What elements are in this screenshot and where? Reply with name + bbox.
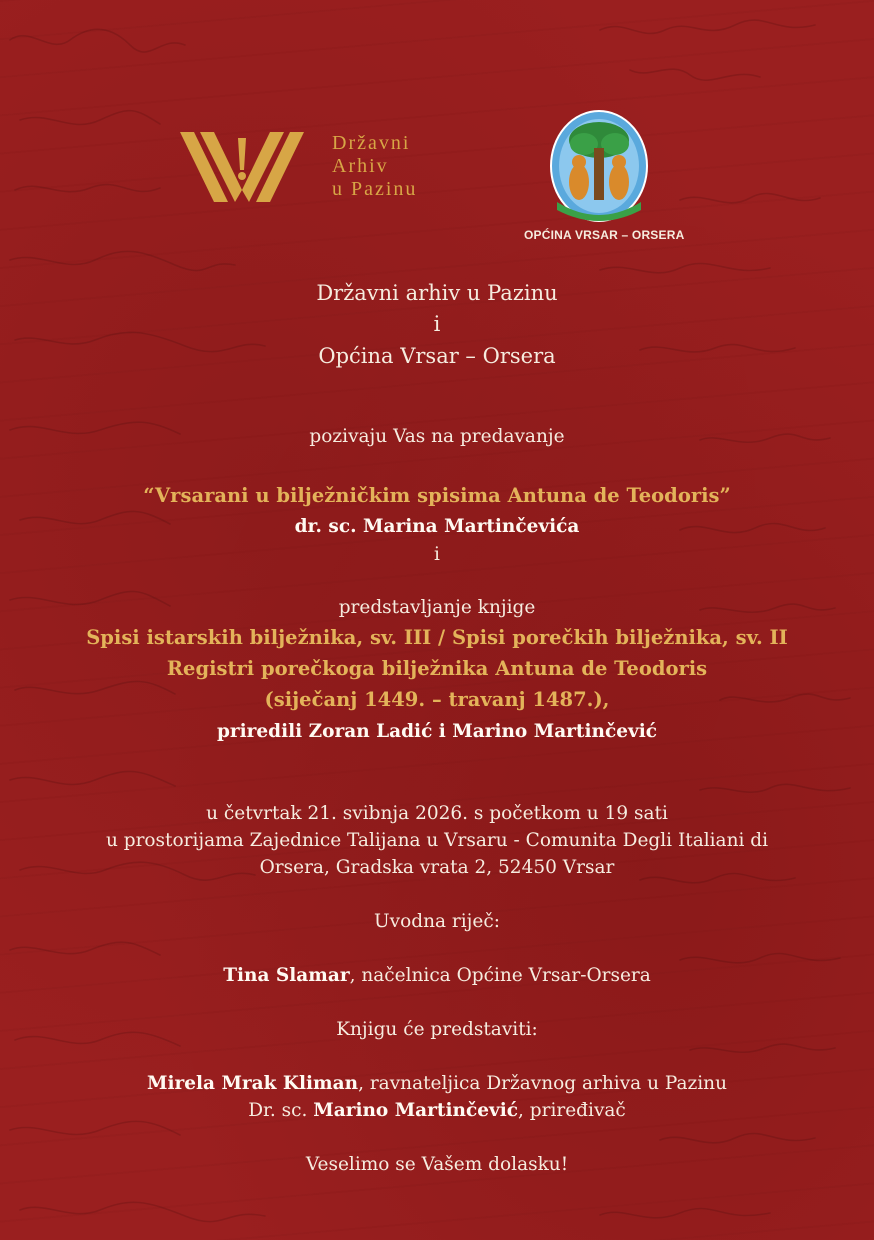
- closing-line: Veselimo se Vašem dolasku!: [305, 1154, 569, 1175]
- book-intro: predstavljanje knjige: [338, 597, 536, 618]
- event-line3: Orsera, Gradska vrata 2, 52450 Vrsar: [259, 857, 615, 878]
- vrsar-coat-of-arms-icon: [549, 110, 649, 222]
- arhiv-logo-line3: u Pazinu: [332, 178, 418, 200]
- lecture-speaker: dr. sc. Marina Martinčevića: [294, 516, 580, 537]
- welcome-line: [0, 965, 874, 986]
- event-line2: u prostorijama Zajednice Talijana u Vrsaru - Comunita Degli Italiani di: [105, 830, 769, 851]
- presenters-heading: Knjigu će predstaviti:: [336, 1019, 538, 1040]
- lecture-and: i: [434, 544, 440, 565]
- welcome-role: , načelnica Općine Vrsar-Orsera: [349, 965, 651, 986]
- host-and: i: [433, 312, 441, 336]
- presenter-1: [0, 1073, 874, 1094]
- book-editors: priredili Zoran Ladić i Marino Martinčević: [216, 721, 658, 742]
- presenter-2-prefix: Dr. sc.: [248, 1100, 314, 1121]
- vrsar-logo-caption: OPĆINA VRSAR – ORSERA: [524, 228, 685, 242]
- host-org1: Državni arhiv u Pazinu: [316, 281, 558, 305]
- lecture-title: “Vrsarani u bilježničkim spisima Antuna de Teodoris”: [143, 484, 731, 507]
- presenter-1-role: , ravnateljica Državnog arhiva u Pazinu: [358, 1073, 728, 1094]
- vrsar-logo: [524, 110, 685, 250]
- presenter-2: [0, 1100, 874, 1121]
- invite-line: pozivaju Vas na predavanje: [309, 426, 565, 447]
- presenter-2-role: , priređivač: [518, 1100, 626, 1121]
- arhiv-logo-line2: Arhiv: [332, 155, 389, 177]
- book-title-line2: Registri porečkoga bilježnika Antuna de Teodoris: [166, 657, 708, 680]
- arhiv-logo: [180, 132, 460, 207]
- book-title-line1: Spisi istarskih bilježnika, sv. III / Spisi porečkih bilježnika, sv. II: [86, 626, 788, 649]
- presenter-1-name: Mirela Mrak Kliman: [146, 1073, 359, 1094]
- arhiv-emblem-icon: [180, 132, 305, 202]
- event-line1: u četvrtak 21. svibnja 2026. s početkom u 19 sati: [206, 803, 668, 824]
- welcome-name: Tina Slamar: [223, 965, 350, 986]
- presenter-2-name: Marino Martinčević: [313, 1100, 519, 1121]
- host-org2: Općina Vrsar – Orsera: [318, 344, 556, 368]
- book-title-line3: (siječanj 1449. – travanj 1487.),: [264, 688, 610, 711]
- arhiv-logo-line1: Državni: [332, 132, 411, 154]
- welcome-heading: Uvodna riječ:: [374, 911, 500, 932]
